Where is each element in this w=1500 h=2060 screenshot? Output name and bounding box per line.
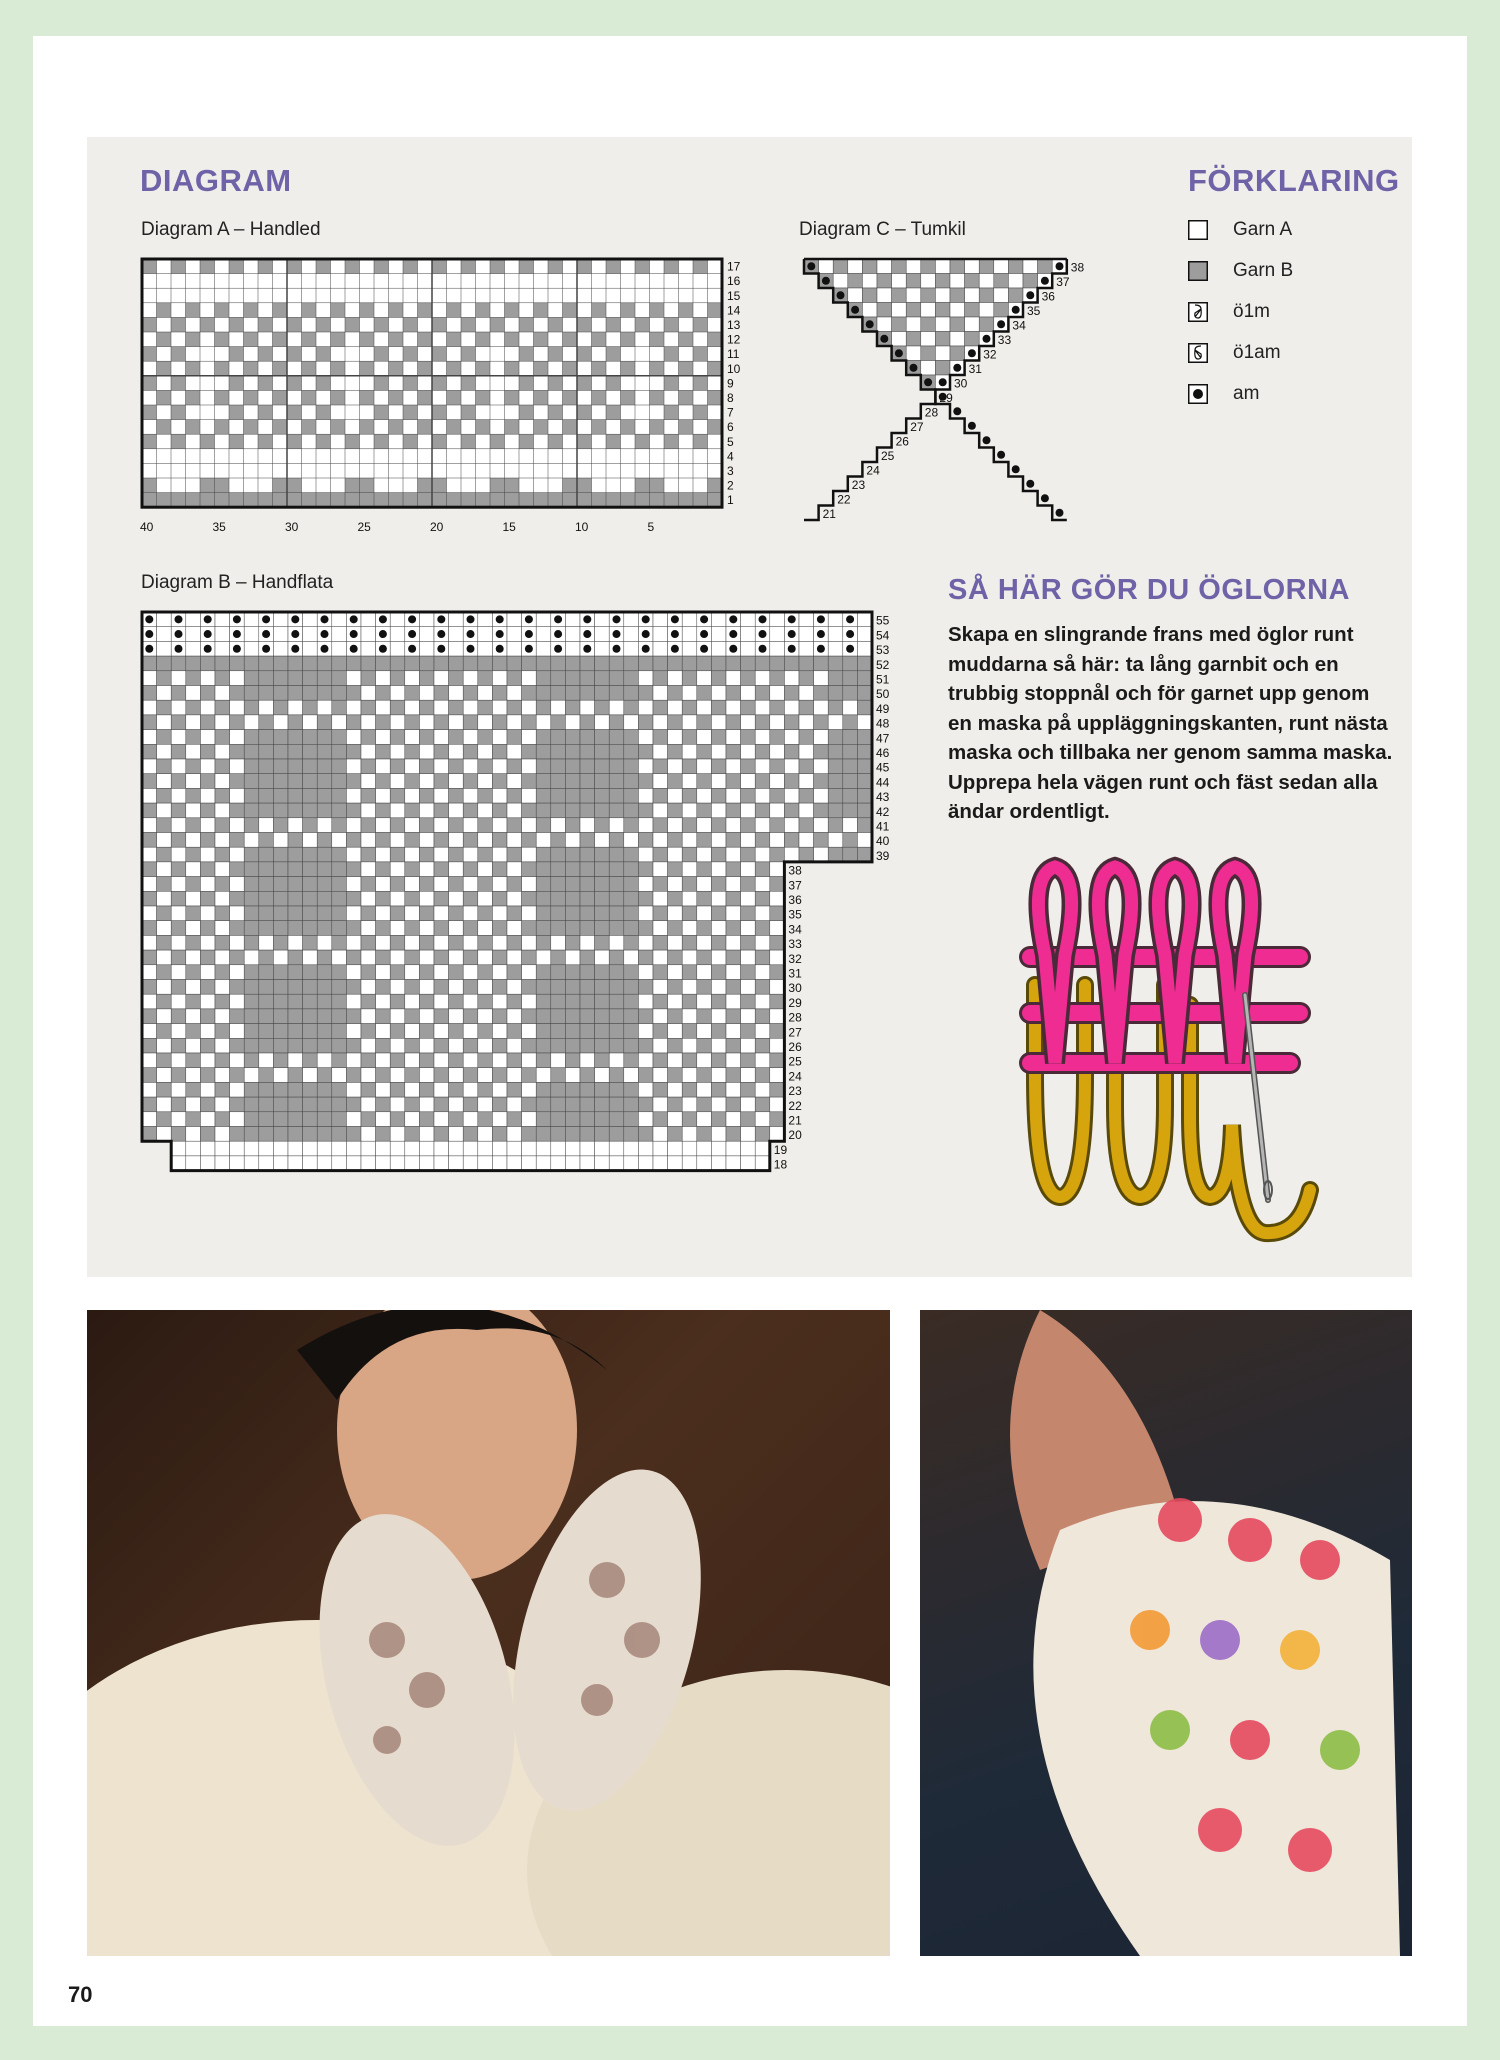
dot-mark: [866, 320, 874, 328]
dot-mark: [729, 630, 737, 638]
dot-mark: [175, 615, 183, 623]
legend-label: ö1am: [1233, 342, 1281, 363]
row-number-label: 20: [788, 1128, 802, 1143]
row-number-label: 15: [727, 288, 741, 303]
dot-mark: [291, 645, 299, 653]
dot-mark: [1041, 494, 1049, 502]
row-number-label: 5: [727, 434, 734, 449]
row-number-label: 48: [876, 716, 890, 731]
dot-mark: [613, 615, 621, 623]
row-number-label: 34: [1012, 318, 1026, 333]
dot-mark: [350, 630, 358, 638]
dot-mark: [846, 615, 854, 623]
dot-mark: [788, 630, 796, 638]
mittens-photo-image: [87, 1310, 890, 1956]
dot-mark: [817, 645, 825, 653]
diagram-a-caption: Diagram A – Handled: [141, 219, 321, 240]
row-number-label: 28: [924, 405, 939, 420]
dot-mark: [204, 645, 212, 653]
row-number-label: 51: [876, 672, 890, 687]
dot-mark: [1041, 277, 1049, 285]
dot-mark: [525, 645, 533, 653]
row-number-label: 22: [788, 1098, 802, 1113]
row-number-label: 25: [881, 449, 895, 463]
dot-mark: [997, 451, 1005, 459]
dot-mark: [1056, 262, 1064, 270]
legend-item-garn-a: [1188, 218, 1292, 242]
row-number-label: 55: [876, 613, 890, 628]
row-number-label: 8: [727, 391, 734, 405]
dot-mark: [642, 615, 650, 623]
dot-mark: [496, 630, 504, 638]
page-number: 70: [68, 1982, 93, 2007]
dot-mark: [467, 615, 475, 623]
row-number-label: 18: [773, 1157, 788, 1172]
column-number-label: 20: [430, 520, 444, 535]
row-number-label: 32: [788, 951, 802, 966]
legend-label: Garn B: [1233, 260, 1294, 281]
loop-right-icon: [1188, 302, 1208, 322]
dot-mark: [700, 645, 708, 653]
row-number-label: 17: [727, 259, 741, 274]
diagram-a-chart: [130, 250, 770, 540]
dot-mark: [145, 645, 153, 653]
row-number-label: 12: [727, 332, 741, 347]
dot-mark: [613, 645, 621, 653]
diagram-heading: DIAGRAM: [140, 163, 292, 198]
dot-mark: [408, 645, 416, 653]
dot-mark: [613, 630, 621, 638]
dot-mark: [759, 645, 767, 653]
dot-mark: [642, 645, 650, 653]
row-number-label: 11: [727, 347, 740, 362]
row-number-label: 41: [876, 819, 890, 834]
dot-mark: [846, 645, 854, 653]
row-number-label: 30: [788, 981, 802, 996]
row-number-label: 14: [727, 303, 741, 318]
row-number-label: 38: [788, 863, 802, 878]
legend-label: am: [1233, 383, 1260, 404]
row-number-label: 16: [727, 274, 741, 289]
legend-label: ö1m: [1233, 301, 1270, 322]
legend-item-o1am: [1188, 341, 1281, 365]
dot-mark: [642, 630, 650, 638]
row-number-label: 6: [727, 420, 734, 435]
row-number-label: 32: [983, 347, 997, 362]
row-number-label: 39: [876, 848, 890, 863]
dot-mark: [554, 630, 562, 638]
column-number-label: 15: [502, 520, 516, 535]
row-number-label: 43: [876, 790, 890, 805]
row-number-label: 36: [1041, 289, 1055, 304]
dot-mark: [822, 277, 830, 285]
dot-mark: [350, 615, 358, 623]
dot-mark: [700, 630, 708, 638]
row-number-label: 9: [727, 376, 734, 391]
row-number-label: 28: [788, 1010, 802, 1025]
photo-mittens: [87, 1310, 890, 1956]
row-number-label: 21: [822, 507, 836, 521]
row-number-label: 26: [788, 1040, 802, 1054]
dot-mark: [1056, 509, 1064, 517]
row-number-label: 40: [876, 834, 890, 849]
dot-mark: [939, 378, 947, 386]
row-number-label: 25: [788, 1054, 802, 1069]
dot-mark: [525, 615, 533, 623]
dot-mark: [983, 436, 991, 444]
row-number-label: 21: [788, 1113, 802, 1128]
dot-mark: [788, 615, 796, 623]
row-number-label: 53: [876, 643, 890, 658]
dot-mark: [496, 645, 504, 653]
row-number-label: 44: [876, 775, 890, 790]
diagram-c-chart: [790, 250, 1110, 530]
dot-mark: [759, 615, 767, 623]
dot-mark: [233, 645, 241, 653]
dot-mark: [408, 615, 416, 623]
row-number-label: 22: [837, 492, 851, 507]
dot-mark: [145, 615, 153, 623]
row-number-label: 37: [1056, 275, 1070, 289]
dot-mark: [817, 615, 825, 623]
column-number-label: 5: [647, 520, 655, 535]
dot-mark: [880, 335, 888, 343]
dot-mark: [788, 645, 796, 653]
howto-heading: SÅ HÄR GÖR DU ÖGLORNA: [948, 574, 1350, 606]
dot-mark: [379, 615, 387, 623]
dot-mark: [525, 630, 533, 638]
dot-mark: [910, 364, 918, 372]
row-number-label: 10: [727, 361, 741, 376]
dot-mark: [837, 291, 845, 299]
dot-mark: [671, 615, 679, 623]
row-number-label: 19: [773, 1142, 788, 1157]
row-number-label: 3: [727, 464, 734, 478]
dot-mark: [1026, 291, 1034, 299]
dot-mark: [262, 630, 270, 638]
dot-icon: [1188, 384, 1208, 404]
row-number-label: 49: [876, 701, 890, 716]
row-number-label: 13: [727, 318, 741, 332]
row-number-label: 45: [876, 760, 890, 775]
dot-mark: [583, 615, 591, 623]
dot-mark: [350, 645, 358, 653]
gray-square-icon: [1188, 261, 1208, 281]
photo-wristwarmer: [920, 1310, 1412, 1956]
dot-mark: [437, 630, 445, 638]
dot-mark: [924, 378, 932, 386]
wristwarmer-photo-image: [920, 1310, 1412, 1956]
row-number-label: 4: [727, 449, 734, 464]
dot-mark: [983, 335, 991, 343]
row-number-label: 47: [876, 731, 890, 746]
loop-illustration: [1000, 845, 1340, 1250]
row-number-label: 46: [876, 746, 890, 760]
dot-mark: [321, 645, 329, 653]
column-number-label: 35: [212, 520, 226, 535]
dot-mark: [851, 306, 859, 314]
legend-item-garn-b: [1188, 259, 1293, 283]
row-number-label: 33: [997, 333, 1012, 347]
column-number-label: 25: [357, 520, 371, 535]
row-number-label: 30: [954, 376, 968, 391]
row-number-label: 23: [788, 1084, 802, 1099]
dot-mark: [437, 645, 445, 653]
dot-mark: [379, 630, 387, 638]
dot-mark: [175, 630, 183, 638]
row-number-label: 29: [939, 391, 953, 405]
dot-mark: [1012, 465, 1020, 473]
dot-mark: [583, 645, 591, 653]
row-number-label: 31: [788, 966, 802, 981]
dot-mark: [554, 645, 562, 653]
diagram-b-chart: [130, 600, 910, 1180]
row-number-label: 50: [876, 687, 890, 702]
dot-mark: [968, 422, 976, 430]
dot-mark: [437, 615, 445, 623]
loop-left-icon: [1188, 343, 1208, 363]
dot-mark: [321, 615, 329, 623]
dot-mark: [1026, 480, 1034, 488]
row-number-label: 23: [851, 478, 866, 492]
row-number-label: 31: [968, 362, 982, 376]
dot-mark: [204, 630, 212, 638]
diagram-b-caption: Diagram B – Handflata: [141, 572, 334, 593]
dot-mark: [807, 262, 815, 270]
dot-mark: [671, 630, 679, 638]
dot-mark: [895, 349, 903, 357]
dot-mark: [262, 645, 270, 653]
row-number-label: 34: [788, 922, 802, 937]
dot-mark: [145, 630, 153, 638]
dot-mark: [262, 615, 270, 623]
row-number-label: 24: [866, 463, 880, 478]
row-number-label: 26: [895, 434, 909, 449]
row-number-label: 35: [788, 907, 802, 922]
dot-mark: [204, 615, 212, 623]
howto-text: Skapa en slingrande frans med öglor runt muddarna så här: ta lång garnbit och en trubbig stoppnål och för garnet upp genom en maska på uppläggningskanten, runt nästa maska och tillbaka ner genom samma maska. Upprepa hela vägen runt och fäst sedan alla ändar ordentligt.: [948, 623, 1393, 823]
legend-item-am: [1188, 382, 1259, 406]
column-number-label: 40: [140, 520, 154, 535]
row-number-label: 37: [788, 878, 802, 893]
dot-mark: [467, 645, 475, 653]
row-number-label: 27: [910, 420, 924, 434]
row-number-label: 38: [1070, 260, 1085, 275]
dot-mark: [291, 615, 299, 623]
row-number-label: 27: [788, 1025, 802, 1040]
dot-mark: [759, 630, 767, 638]
dot-mark: [953, 364, 961, 372]
diagram-c-caption: Diagram C – Tumkil: [799, 219, 966, 240]
row-number-label: 52: [876, 657, 890, 672]
row-number-label: 33: [788, 937, 802, 952]
dot-mark: [408, 630, 416, 638]
row-number-label: 36: [788, 893, 802, 907]
row-number-label: 29: [788, 995, 802, 1010]
row-number-label: 1: [727, 493, 734, 508]
row-number-label: 42: [876, 804, 890, 819]
dot-mark: [968, 349, 976, 357]
row-number-label: 7: [727, 405, 734, 420]
dot-mark: [467, 630, 475, 638]
legend-item-o1m: [1188, 300, 1270, 324]
dot-mark: [1012, 306, 1020, 314]
dot-mark: [554, 615, 562, 623]
dot-mark: [496, 615, 504, 623]
dot-mark: [175, 645, 183, 653]
dot-mark: [700, 615, 708, 623]
column-number-label: 30: [285, 520, 299, 535]
empty-square-icon: [1188, 220, 1208, 240]
dot-mark: [233, 615, 241, 623]
column-number-label: 10: [575, 520, 589, 535]
row-number-label: 54: [876, 628, 890, 643]
dot-mark: [817, 630, 825, 638]
dot-mark: [671, 645, 679, 653]
dot-mark: [729, 615, 737, 623]
dot-mark: [583, 630, 591, 638]
dot-mark: [291, 630, 299, 638]
dot-mark: [321, 630, 329, 638]
dot-mark: [953, 407, 961, 415]
dot-mark: [997, 320, 1005, 328]
row-number-label: 2: [727, 478, 734, 493]
dot-mark: [846, 630, 854, 638]
dot-mark: [379, 645, 387, 653]
row-number-label: 24: [788, 1069, 802, 1084]
legend-heading: FÖRKLARING: [1188, 163, 1400, 198]
dot-mark: [729, 645, 737, 653]
legend-label: Garn A: [1233, 219, 1293, 240]
dot-mark: [233, 630, 241, 638]
row-number-label: 35: [1027, 304, 1041, 318]
